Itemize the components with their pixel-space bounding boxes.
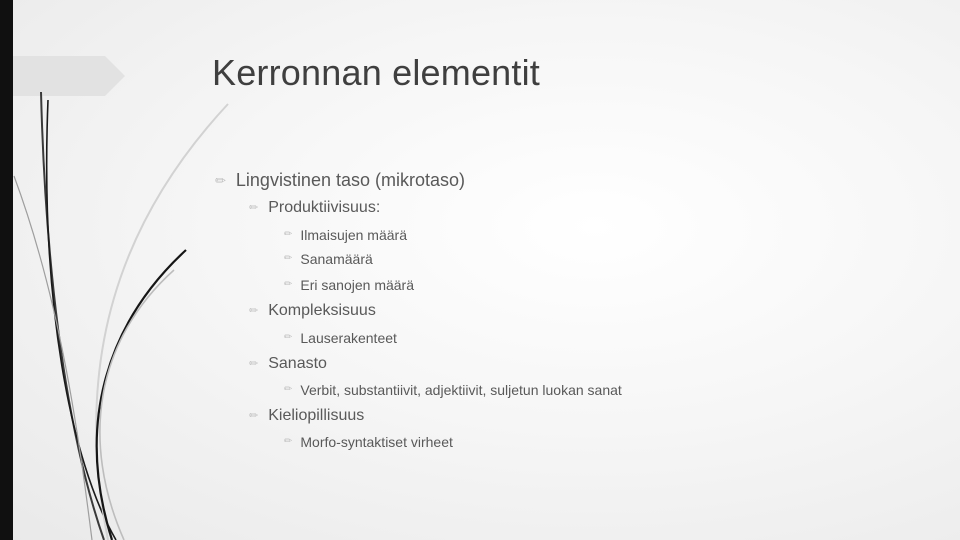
bullet-text: Sanasto [268, 355, 327, 372]
bullet-text: Morfo-syntaktiset virheet [300, 434, 453, 450]
swoosh-curve [14, 176, 92, 540]
bullet-ilmaisujen-maara [284, 227, 407, 243]
pencil-icon: ✏ [249, 409, 259, 422]
bullet-text: Eri sanojen määrä [300, 277, 415, 293]
bullet-text: Kompleksisuus [268, 302, 376, 319]
bullet-text: Sanamäärä [300, 251, 373, 267]
bullet-verbit [284, 382, 622, 398]
bullet-sanasto [249, 355, 327, 373]
pencil-icon: ✏ [284, 332, 293, 343]
bullet-eri-sanojen-maara [284, 277, 414, 293]
pencil-icon: ✏ [249, 357, 259, 370]
bullet-sanamaara [284, 251, 373, 267]
bullet-lauserakenteet [284, 330, 397, 346]
bullet-morfo-syntaktiset [284, 434, 453, 450]
bullet-text: Verbit, substantiivit, adjektiivit, suljetun luokan sanat [300, 382, 622, 398]
bullet-text: Lingvistinen taso (mikrotaso) [235, 170, 466, 190]
bullet-text: Kieliopillisuus [268, 407, 365, 424]
swoosh-curve [97, 250, 186, 540]
pencil-icon: ✏ [284, 229, 293, 240]
swoosh-curve [41, 92, 104, 540]
slide-title: Kerronnan elementit [212, 52, 540, 93]
bullet-text: Produktiivisuus: [268, 199, 381, 216]
pencil-icon: ✏ [284, 384, 293, 395]
bullet-kompleksisuus [249, 302, 376, 320]
bullet-kieliopillisuus [249, 407, 364, 425]
pencil-icon: ✏ [249, 201, 259, 214]
bullet-text: Lauserakenteet [300, 330, 397, 346]
pencil-icon: ✏ [249, 304, 259, 317]
bullet-produktiivisuus [249, 199, 380, 217]
bullet-lingvistinen-taso [215, 170, 465, 191]
pencil-icon: ✏ [284, 436, 293, 447]
pencil-icon: ✏ [215, 173, 226, 188]
swoosh-curve [96, 104, 228, 540]
bullet-text: Ilmaisujen määrä [300, 227, 407, 243]
pencil-icon: ✏ [284, 253, 293, 264]
pencil-icon: ✏ [284, 279, 293, 290]
